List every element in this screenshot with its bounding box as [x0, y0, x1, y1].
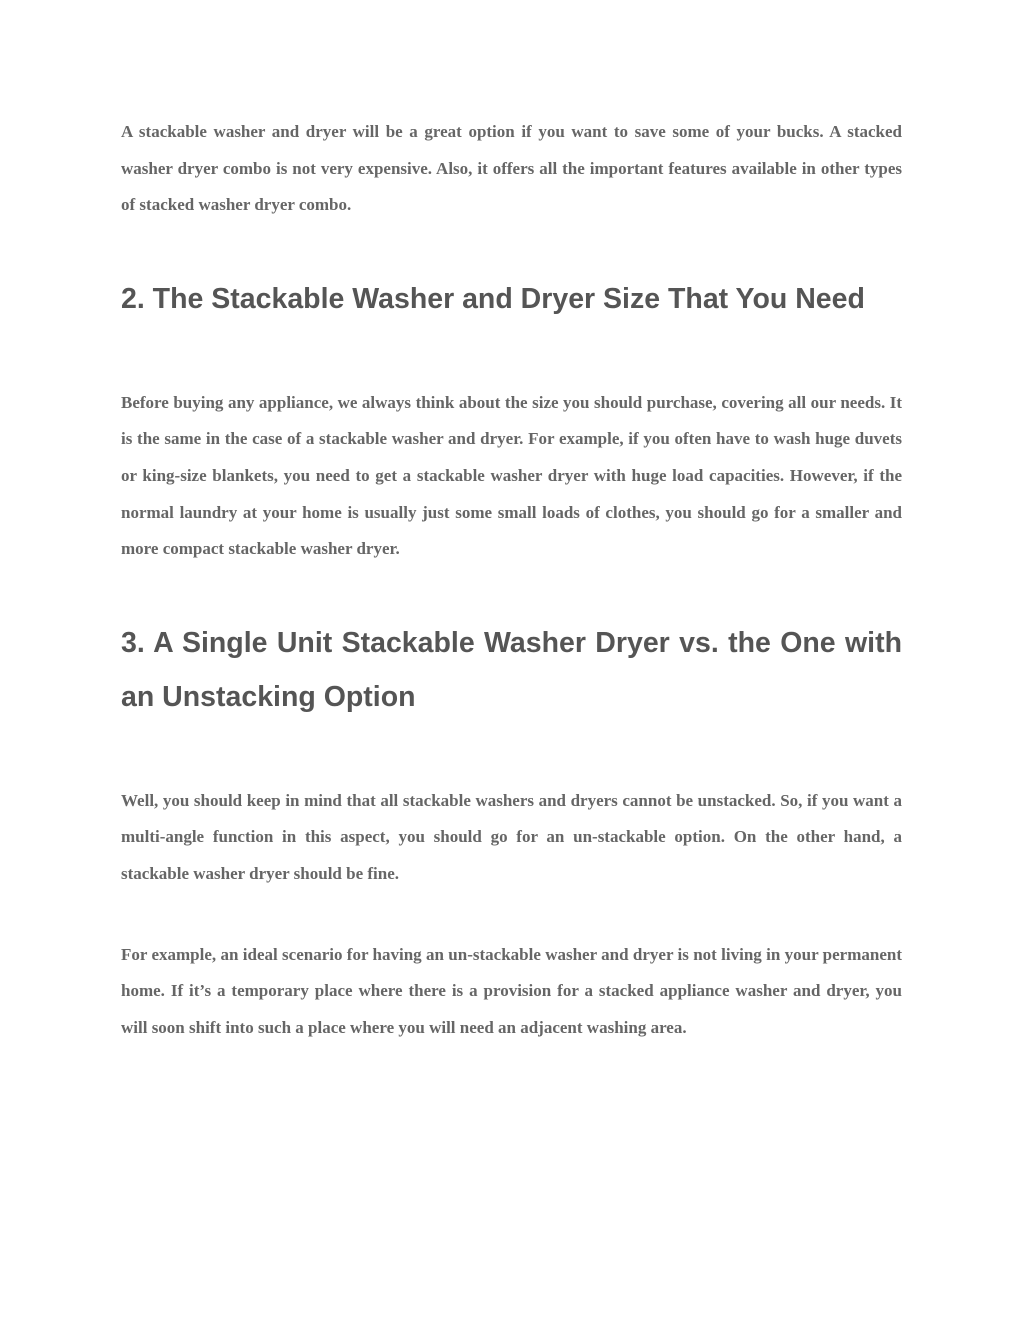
paragraph-size: Before buying any appliance, we always think about the size you should purchase, covering all our needs. It is the same in the case of a stackable washer and dryer. For example, if you often have to wash huge duvets or king-size blankets, you need to get a stackable washer dryer with huge load capacities. However, if the normal laundry at your home is usually just some small loads of clothes, you should go for a smaller and more compact stackable washer dryer. [121, 392, 902, 559]
document-page [121, 114, 902, 1046]
heading-size: 2. The Stackable Washer and Dryer Size That You Need [121, 282, 865, 315]
paragraph-example: For example, an ideal scenario for having an un-stackable washer and dryer is not living in your permanent home. If it’s a temporary place where there is a provision for a stacked appliance washer and dryer, you will soon shift into such a place where you will need an adjacent washing area. [121, 944, 902, 1037]
heading-single-unit: 3. A Single Unit Stackable Washer Dryer vs. the One with an Unstacking Option [121, 626, 902, 713]
paragraph-unstack: Well, you should keep in mind that all stackable washers and dryers cannot be unstacked. So, if you want a multi-angle function in this aspect, you should go for an un-stackable option. On the other hand, a stackable washer dryer should be fine. [121, 790, 902, 883]
paragraph-cost: A stackable washer and dryer will be a great option if you want to save some of your bucks. A stacked washer dryer combo is not very expensive. Also, it offers all the important features available in other types of stacked washer dryer combo. [121, 122, 902, 215]
